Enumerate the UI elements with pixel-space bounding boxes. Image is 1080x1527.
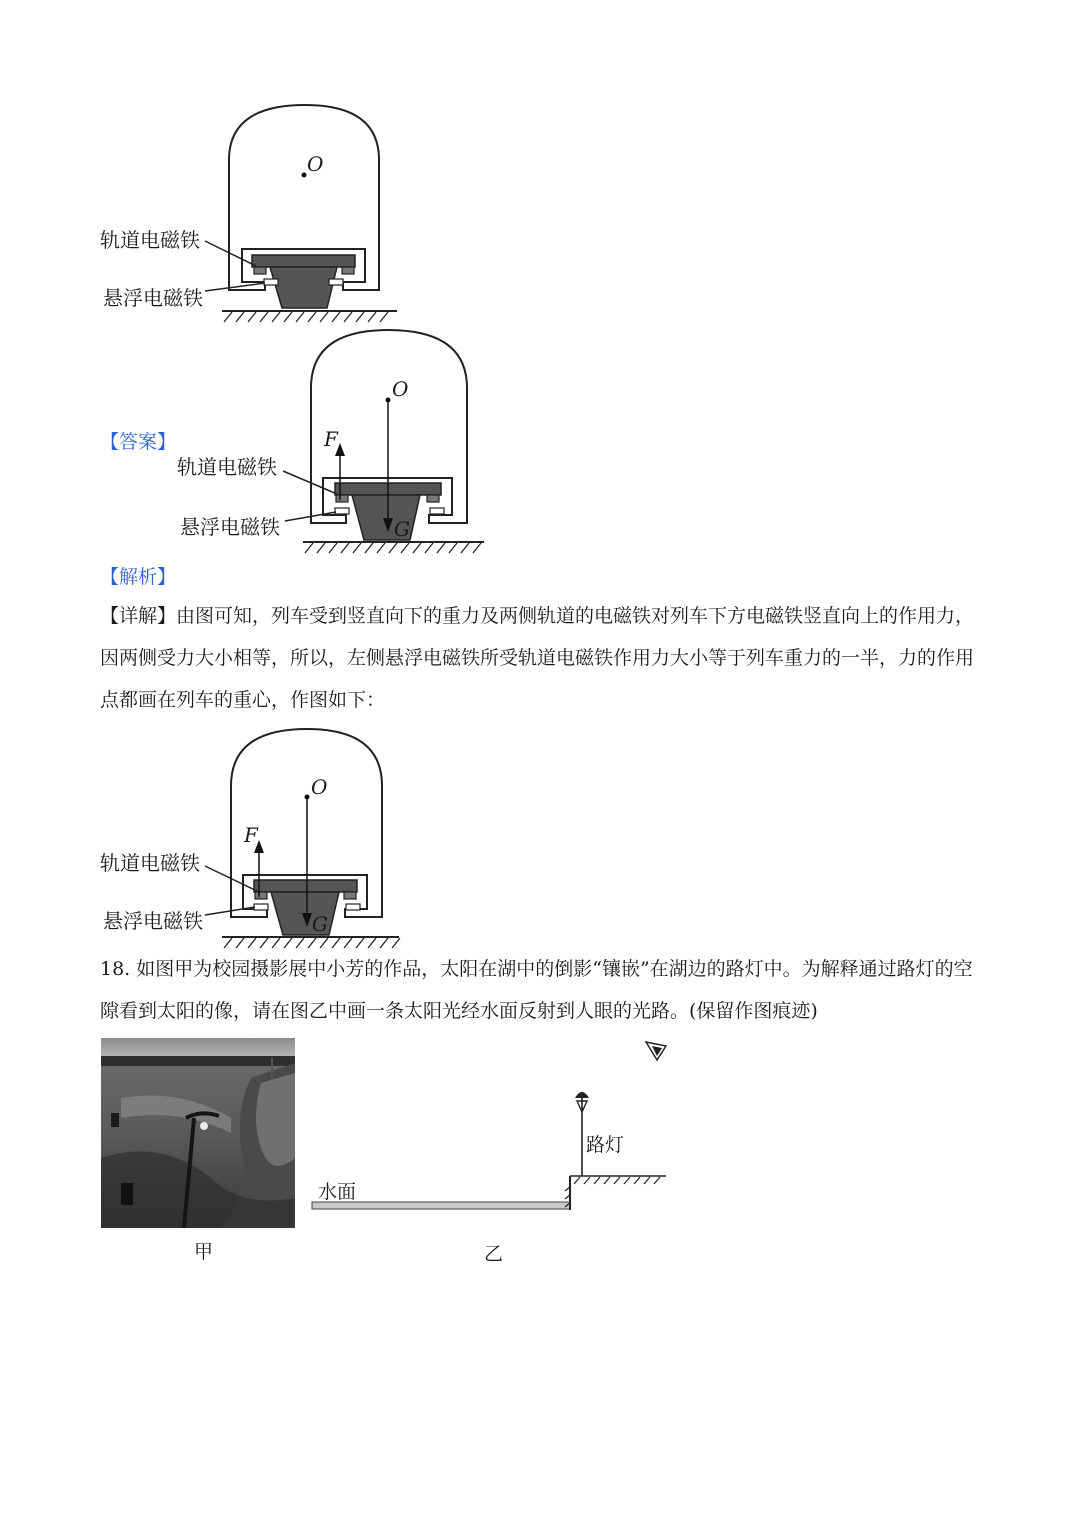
figure-a-caption: 甲 (194, 1241, 214, 1263)
question-18-line-2: 隙看到太阳的像，请在图乙中画一条太阳光经水面反射到人眼的光路。(保留作图痕迹) (100, 1000, 818, 1022)
question-18-line-1: 18. 如图甲为校园摄影展中小芳的作品，太阳在湖中的倒影“镶嵌”在湖边的路灯中。为解释通过路灯的空 (100, 958, 973, 980)
analysis-tag: 【解析】 (100, 566, 177, 588)
track-magnet-label: 轨道电磁铁 (100, 228, 200, 252)
levitation-magnet-label: 悬浮电磁铁 (103, 909, 203, 933)
water-surface-label: 水面 (318, 1181, 357, 1203)
answer-tag: 【答案】 (100, 431, 177, 453)
center-label: O (311, 775, 328, 799)
lamp-label: 路灯 (586, 1134, 625, 1156)
gravity-label: G (394, 517, 410, 541)
force-label: F (244, 823, 258, 847)
center-label: O (307, 152, 324, 176)
detail-line-1: 由图可知，列车受到竖直向下的重力及两侧轨道的电磁铁对列车下方电磁铁竖直向上的作用力， (176, 605, 975, 627)
track-magnet-label: 轨道电磁铁 (177, 455, 277, 479)
detail-tag: 【详解】 (100, 605, 177, 627)
levitation-magnet-label: 悬浮电磁铁 (103, 286, 203, 310)
detail-line-2: 因两侧受力大小相等，所以，左侧悬浮电磁铁所受轨道电磁铁作用力大小等于列车重力的一半，力的作用 (100, 647, 975, 669)
center-label: O (392, 377, 409, 401)
track-magnet-label: 轨道电磁铁 (100, 851, 200, 875)
gravity-label: G (312, 912, 328, 936)
levitation-magnet-label: 悬浮电磁铁 (180, 515, 280, 539)
force-label: F (324, 427, 338, 451)
detail-line-3: 点都画在列车的重心，作图如下： (100, 689, 386, 711)
figure-b-caption: 乙 (484, 1243, 504, 1265)
